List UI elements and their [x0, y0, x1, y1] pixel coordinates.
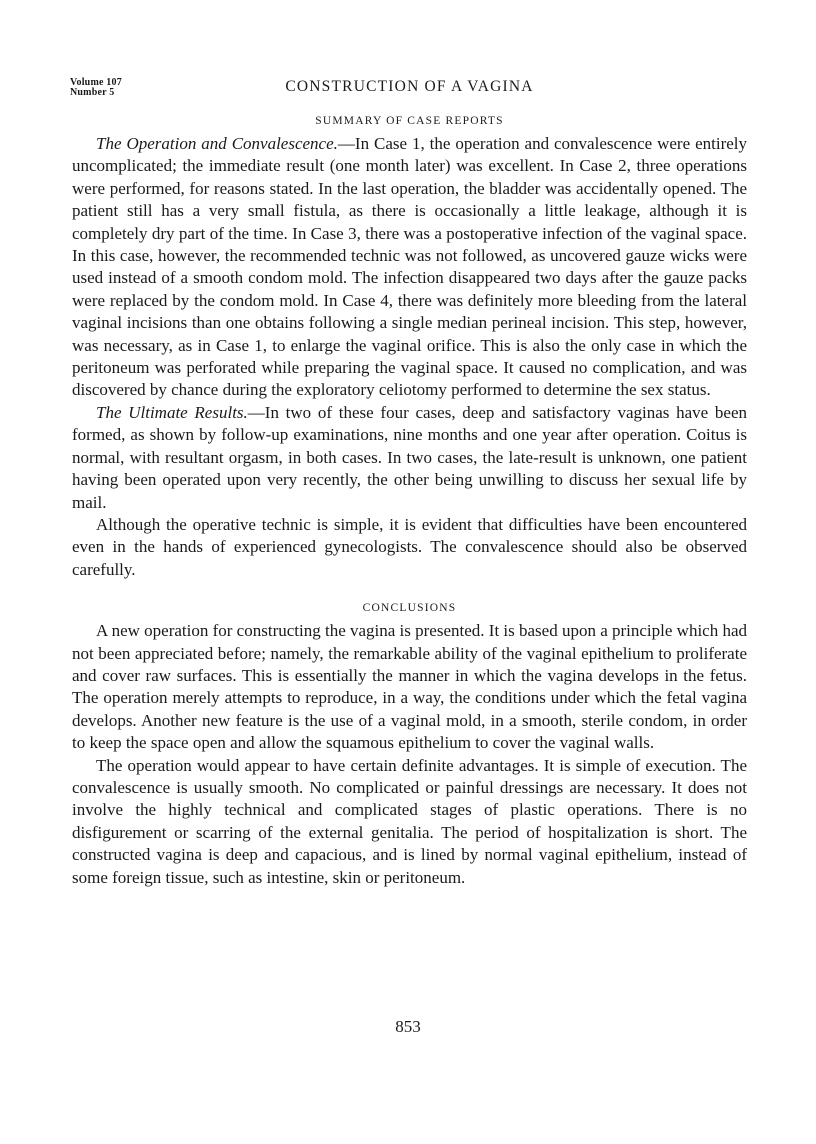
paragraph-text: A new operation for constructing the vagina is presented. It is based upon a principle which had not been appreciated before; namely, the remarkable ability of the vaginal epithelium to proliferate and cover raw surfaces. This is essentially the manner in which the vagina develops in the fetus. The operation merely attempts to reproduce, in a way, the conditions under which the fetal vagina develops. Another new feature is the use of a vaginal mold, in a smooth, sterile condom, in order to keep the space open and allow the squamous epithelium to cover the vaginal walls. — [72, 621, 748, 753]
running-title: CONSTRUCTION OF A VAGINA — [285, 78, 534, 95]
paragraph-text: —In Case 1, the operation and convalescence were entirely uncomplicated; the immediate result (one month later) was excellent. In Case 2, three operations were performed, for reasons stated. In the last operation, the bladder was accidentally opened. The patient still has a very small fistula, as there is occasionally a little leakage, although it is completely dry part of the time. In Case 3, there was a postoperative infection of the vaginal space. In this case, however, the recommended technic was not followed, as uncovered gauze wicks were used instead of a smooth condom mold. The infection disappeared two days after the gauze packs were replaced by the condom mold. In Case 4, there was definitely more bleeding from the lateral vaginal incisions than one obtains following a single median perineal incision. This step, however, was necessary, as in Case 1, to enlarge the vaginal orifice. This is also the only case in which the peritoneum was perforated while preparing the vaginal space. It caused no complication, and was discovered by chance during the exploratory celiotomy performed to determine the sex status. — [72, 134, 747, 400]
paragraph-advantages — [72, 755, 747, 889]
running-head — [72, 76, 747, 100]
journal-page — [72, 76, 747, 889]
paragraph-text: —In two of these four cases, deep and satisfactory vaginas have been formed, as shown by follow-up examinations, nine months and one year after operation. Coitus is normal, with resultant orgasm, in both cases. In two cases, the late-result is unknown, one patient having been operated upon very recently, the other being unwilling to discuss her sexual life by mail. — [72, 402, 747, 512]
volume-label: Volume 107 — [70, 77, 122, 88]
number-label: Number 5 — [70, 87, 115, 98]
paragraph-operation-convalescence — [72, 133, 747, 402]
paragraph-technic-difficulties — [72, 514, 747, 581]
paragraph-new-operation — [72, 620, 747, 754]
paragraph-text: The operation would appear to have certain definite advantages. It is simple of execution. The convalescence is usually smooth. No complicated or painful dressings are necessary. It does not involve the highly technical and complicated stages of plastic operations. There is no disfigurement or scarring of the external genitalia. The period of hospitalization is short. The constructed vagina is deep and capacious, and is lined by normal vaginal epithelium, instead of some foreign tissue, such as intestine, skin or peritoneum. — [72, 755, 747, 887]
paragraph-text: Although the operative technic is simple, it is evident that difficulties have been encountered even in the hands of experienced gynecologists. The convalescence should also be observed carefully. — [72, 514, 747, 579]
run-in-heading: The Ultimate Results. — [96, 402, 248, 422]
section-heading-conclusions: CONCLUSIONS — [362, 602, 457, 615]
section-heading-summary: SUMMARY OF CASE REPORTS — [315, 115, 504, 127]
run-in-heading: The Operation and Convalescence. — [96, 134, 338, 153]
page-number: 853 — [395, 1017, 421, 1036]
paragraph-ultimate-results — [72, 402, 747, 514]
